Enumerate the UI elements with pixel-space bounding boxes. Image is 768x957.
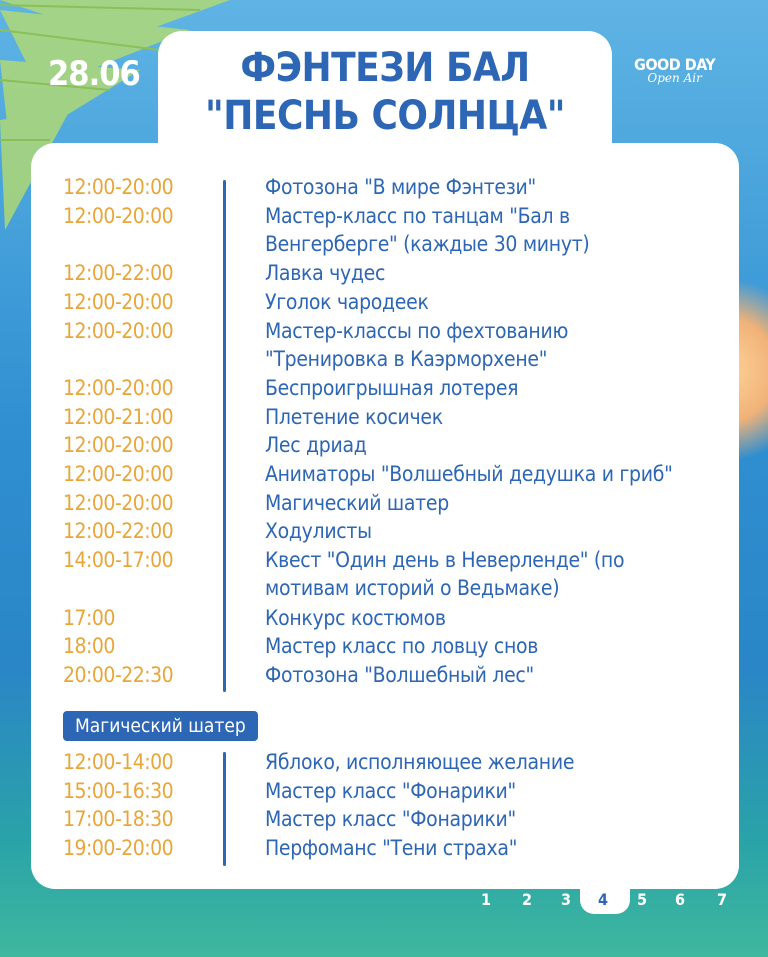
page-number[interactable]: 3 [560, 890, 571, 909]
description-line: Мастер класс "Фонарики" [265, 778, 516, 803]
schedule-description [265, 777, 735, 805]
schedule-time: 12:00-22:00 [63, 519, 174, 544]
description-line: Лес дриад [265, 433, 367, 458]
schedule-description [265, 632, 735, 660]
logo-top-text: GOOD DAY [634, 55, 716, 74]
description-line: "Тренировка в Каэрморхене" [265, 346, 548, 371]
schedule-description [265, 259, 735, 287]
description-line: Яблоко, исполняющее желание [265, 750, 575, 774]
schedule-time: 12:00-20:00 [63, 433, 174, 458]
schedule-time: 12:00-21:00 [63, 404, 174, 429]
page-number[interactable]: 2 [521, 890, 532, 909]
schedule-description [265, 317, 735, 373]
description-line: Мастер-класс по танцам "Бал в [265, 203, 570, 228]
description-line: Лавка чудес [265, 261, 386, 286]
title-line-2: "ПЕСНЬ СОЛНЦА" [205, 93, 565, 139]
page-indicator[interactable] [470, 884, 760, 918]
good-day-logo [634, 55, 715, 85]
schedule-time: 17:00 [63, 605, 115, 630]
schedule-time: 19:00-20:00 [63, 836, 174, 861]
schedule-description [265, 748, 735, 776]
schedule-time: 12:00-20:00 [63, 289, 174, 314]
page-number[interactable]: 7 [716, 890, 727, 909]
page-number[interactable]: 4 [597, 890, 608, 909]
description-line: Венгерберге" (каждые 30 минут) [265, 231, 590, 256]
schedule-description [265, 834, 735, 862]
schedule-time: 12:00-20:00 [63, 375, 174, 400]
schedule-description [265, 403, 735, 431]
schedule-description [265, 517, 735, 545]
description-line: Мастер-классы по фехтованию [265, 318, 569, 343]
schedule-description [265, 288, 735, 316]
schedule-time: 12:00-20:00 [63, 490, 174, 515]
title-line-1: ФЭНТЕЗИ БАЛ [240, 45, 530, 91]
description-line: Квест "Один день в Неверленде" (по [265, 548, 625, 573]
section-badge: Магический шатер [63, 711, 258, 741]
description-line: Мастер класс по ловцу снов [265, 634, 539, 659]
description-line: Аниматоры "Волшебный дедушка и гриб" [265, 462, 673, 486]
main-schedule-divider [223, 180, 226, 692]
schedule-description [265, 374, 735, 402]
schedule-description [265, 202, 735, 258]
schedule-time: 12:00-22:00 [63, 261, 174, 286]
schedule-time: 12:00-20:00 [63, 175, 174, 199]
schedule-description [265, 546, 735, 602]
schedule-time: 15:00-16:30 [63, 778, 174, 803]
description-line: Беспроигрышная лотерея [265, 375, 519, 400]
description-line: Уголок чародеек [265, 289, 429, 314]
description-line: Перфоманс "Тени страха" [265, 836, 518, 861]
page-number[interactable]: 1 [480, 890, 491, 909]
page-number[interactable]: 5 [636, 890, 647, 909]
schedule-time: 18:00 [63, 634, 115, 659]
schedule-description [265, 173, 735, 201]
description-line: Мастер класс "Фонарики" [265, 807, 516, 832]
description-line: Магический шатер [265, 490, 449, 515]
schedule-time: 12:00-20:00 [63, 462, 174, 486]
schedule-description [265, 431, 735, 459]
logo-bottom-text: Open Air [647, 71, 702, 85]
schedule-time: 12:00-14:00 [63, 750, 174, 774]
description-line: мотивам историй о Ведьмаке) [265, 576, 560, 601]
schedule-description [265, 604, 735, 632]
description-line: Плетение косичек [265, 404, 443, 429]
description-line: Конкурс костюмов [265, 605, 446, 630]
schedule-description [265, 805, 735, 833]
event-date: 28.06 [48, 54, 140, 94]
schedule-time: 20:00-22:30 [63, 662, 174, 687]
schedule-description [265, 661, 735, 689]
schedule-description [265, 489, 735, 517]
schedule-time: 14:00-17:00 [63, 548, 174, 573]
description-line: Фотозона "Волшебный лес" [265, 662, 534, 687]
tent-schedule-divider [223, 752, 226, 866]
schedule-time: 12:00-20:00 [63, 203, 174, 228]
schedule-description [265, 460, 735, 488]
event-title [158, 44, 612, 140]
page-number[interactable]: 6 [674, 890, 685, 909]
schedule-time: 17:00-18:30 [63, 807, 174, 832]
description-line: Ходулисты [265, 519, 372, 544]
description-line: Фотозона "В мире Фэнтези" [265, 175, 536, 199]
schedule-time: 12:00-20:00 [63, 318, 174, 343]
